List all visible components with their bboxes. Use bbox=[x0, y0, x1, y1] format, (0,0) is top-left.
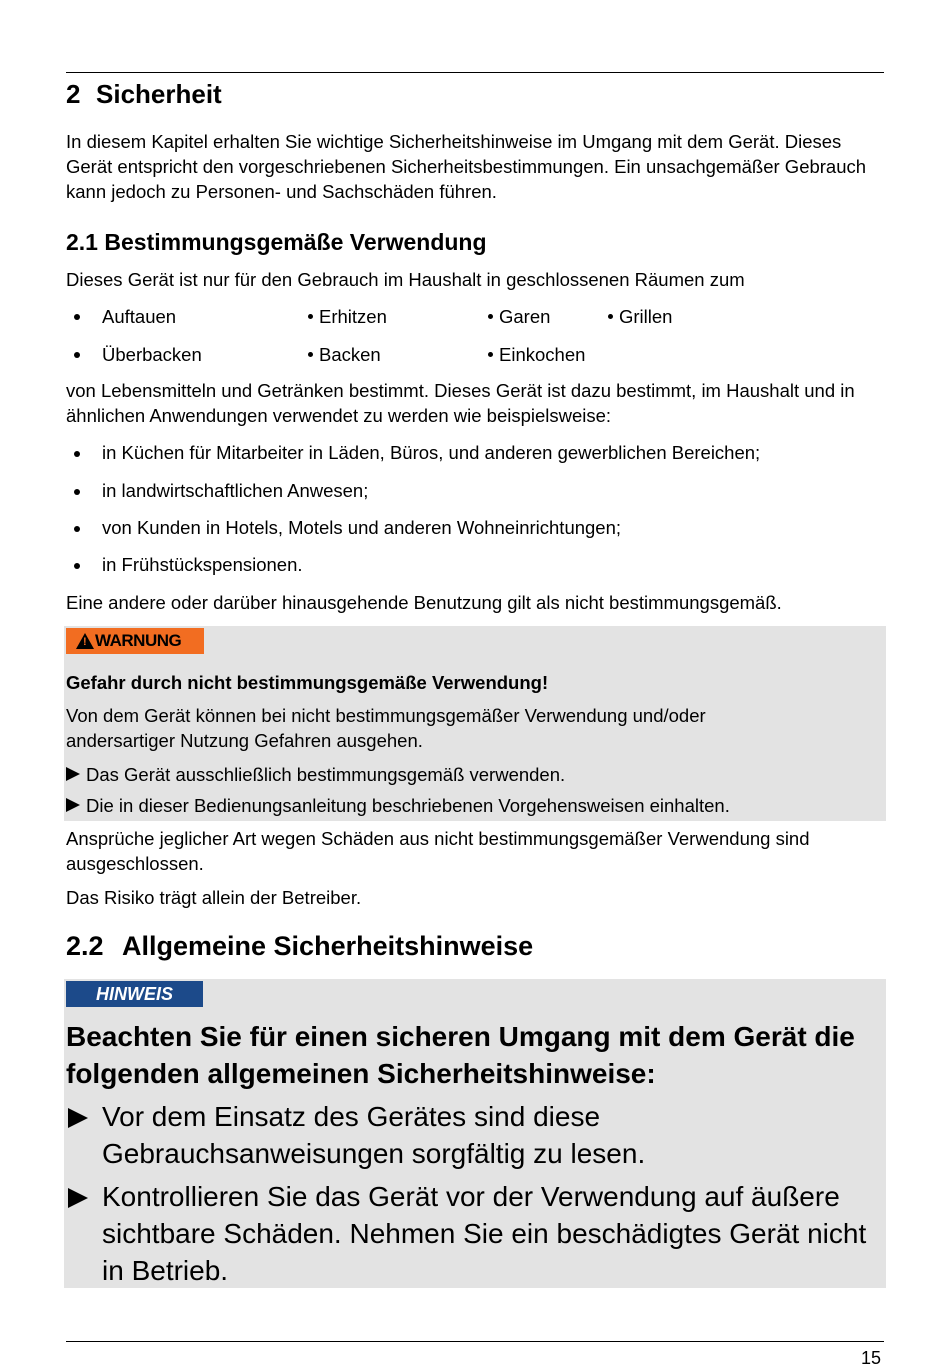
warning-label bbox=[66, 628, 204, 654]
bullet-icon bbox=[74, 352, 80, 358]
place-item: in Küchen für Mitarbeiter in Läden, Büros, und anderen gewerblichen Bereichen; bbox=[102, 442, 761, 463]
use-item-label: Erhitzen bbox=[319, 306, 387, 327]
place-item: in landwirtschaftlichen Anwesen; bbox=[102, 480, 369, 501]
claims-text: Ansprüche jeglicher Art wegen Schäden aus nicht bestimmungsgemäßer Verwendung sind ausgeschlossen. bbox=[66, 828, 810, 874]
subsection-heading-2-1 bbox=[66, 228, 487, 256]
notice-step bbox=[66, 1178, 881, 1289]
bullet-icon bbox=[308, 314, 313, 319]
warning-label-text: WARNUNG bbox=[95, 631, 182, 650]
use-item bbox=[308, 305, 387, 329]
subsection-heading-2-2 bbox=[66, 932, 533, 960]
page-number: 15 bbox=[861, 1348, 882, 1368]
use-item: Auftauen bbox=[102, 306, 177, 327]
use-item bbox=[308, 343, 381, 367]
arrow-right-icon bbox=[68, 1188, 88, 1208]
warning-step bbox=[66, 762, 886, 787]
arrow-right-icon bbox=[66, 767, 80, 781]
notice-label: HINWEIS bbox=[66, 981, 203, 1007]
subsection-title: Allgemeine Sicherheitshinweise bbox=[122, 931, 534, 961]
bullet-icon bbox=[488, 352, 493, 357]
warning-heading: Gefahr durch nicht bestimmungsgemäße Verwendung! bbox=[66, 672, 549, 693]
bullet-icon bbox=[74, 314, 80, 320]
bullet-icon bbox=[608, 314, 613, 319]
notice-step-text: Vor dem Einsatz des Gerätes sind diese Gebrauchsanweisungen sorgfältig zu lesen. bbox=[102, 1101, 646, 1169]
bullet-icon bbox=[74, 563, 80, 569]
warning-body: Von dem Gerät können bei nicht bestimmungsgemäßer Verwendung und/oder andersartiger Nutzung Gefahren ausgehen. bbox=[66, 705, 706, 751]
section-title: Sicherheit bbox=[96, 79, 222, 109]
intended-use-lead: Dieses Gerät ist nur für den Gebrauch im Haushalt in geschlossenen Räumen zum bbox=[66, 269, 745, 290]
bullet-icon bbox=[74, 451, 80, 457]
warning-step-text: Die in dieser Bedienungsanleitung beschriebenen Vorgehensweisen einhalten. bbox=[86, 795, 730, 816]
bullet-icon bbox=[74, 526, 80, 532]
use-item bbox=[488, 305, 550, 329]
use-item-label: Backen bbox=[319, 344, 381, 365]
risk-text: Das Risiko trägt allein der Betreiber. bbox=[66, 887, 362, 908]
subsection-number: 2.1 bbox=[66, 229, 98, 255]
section-intro: In diesem Kapitel erhalten Sie wichtige Sicherheitshinweise im Umgang mit dem Gerät. Dieses Gerät entspricht den vorgeschriebenen Sicherheitsbestimmungen. Ein unsachgemäßer Gebrauch kann jedoch zu Personen- und Sachschäden führen. bbox=[66, 131, 867, 202]
use-item bbox=[608, 305, 672, 329]
bullet-icon bbox=[308, 352, 313, 357]
bullet-icon bbox=[488, 314, 493, 319]
top-rule bbox=[66, 72, 884, 73]
warning-step bbox=[66, 793, 886, 818]
use-item-label: Einkochen bbox=[499, 344, 586, 365]
use-item bbox=[488, 343, 585, 367]
warning-triangle-icon: ! bbox=[76, 633, 94, 649]
arrow-right-icon bbox=[66, 798, 80, 812]
place-item: von Kunden in Hotels, Motels und anderen Wohneinrichtungen; bbox=[102, 517, 622, 538]
bottom-rule bbox=[66, 1341, 884, 1342]
notice-step-text: Kontrollieren Sie das Gerät vor der Verwendung auf äußere sichtbare Schäden. Nehmen Sie ein beschädigtes Gerät nicht in Betrieb. bbox=[102, 1181, 867, 1286]
subsection-number: 2.2 bbox=[66, 931, 104, 961]
warning-step-text: Das Gerät ausschließlich bestimmungsgemäß verwenden. bbox=[86, 764, 566, 785]
section-heading bbox=[66, 78, 222, 110]
section-number: 2 bbox=[66, 79, 81, 109]
subsection-title: Bestimmungsgemäße Verwendung bbox=[104, 229, 487, 255]
use-item-label: Garen bbox=[499, 306, 551, 327]
arrow-right-icon bbox=[68, 1108, 88, 1128]
use-item: Überbacken bbox=[102, 344, 202, 365]
notice-heading: Beachten Sie für einen sicheren Umgang mit dem Gerät die folgenden allgemeinen Sicherheitshinweise: bbox=[66, 1021, 855, 1089]
bullet-icon bbox=[74, 489, 80, 495]
other-use-text: Eine andere oder darüber hinausgehende Benutzung gilt als nicht bestimmungsgemäß. bbox=[66, 592, 782, 613]
notice-step bbox=[66, 1098, 881, 1172]
use-item-label: Grillen bbox=[619, 306, 673, 327]
intended-use-after: von Lebensmitteln und Getränken bestimmt. Dieses Gerät ist dazu bestimmt, im Haushalt und in ähnlichen Anwendungen verwendet zu werden wie beispielsweise: bbox=[66, 380, 855, 426]
place-item: in Frühstückspensionen. bbox=[102, 554, 303, 575]
